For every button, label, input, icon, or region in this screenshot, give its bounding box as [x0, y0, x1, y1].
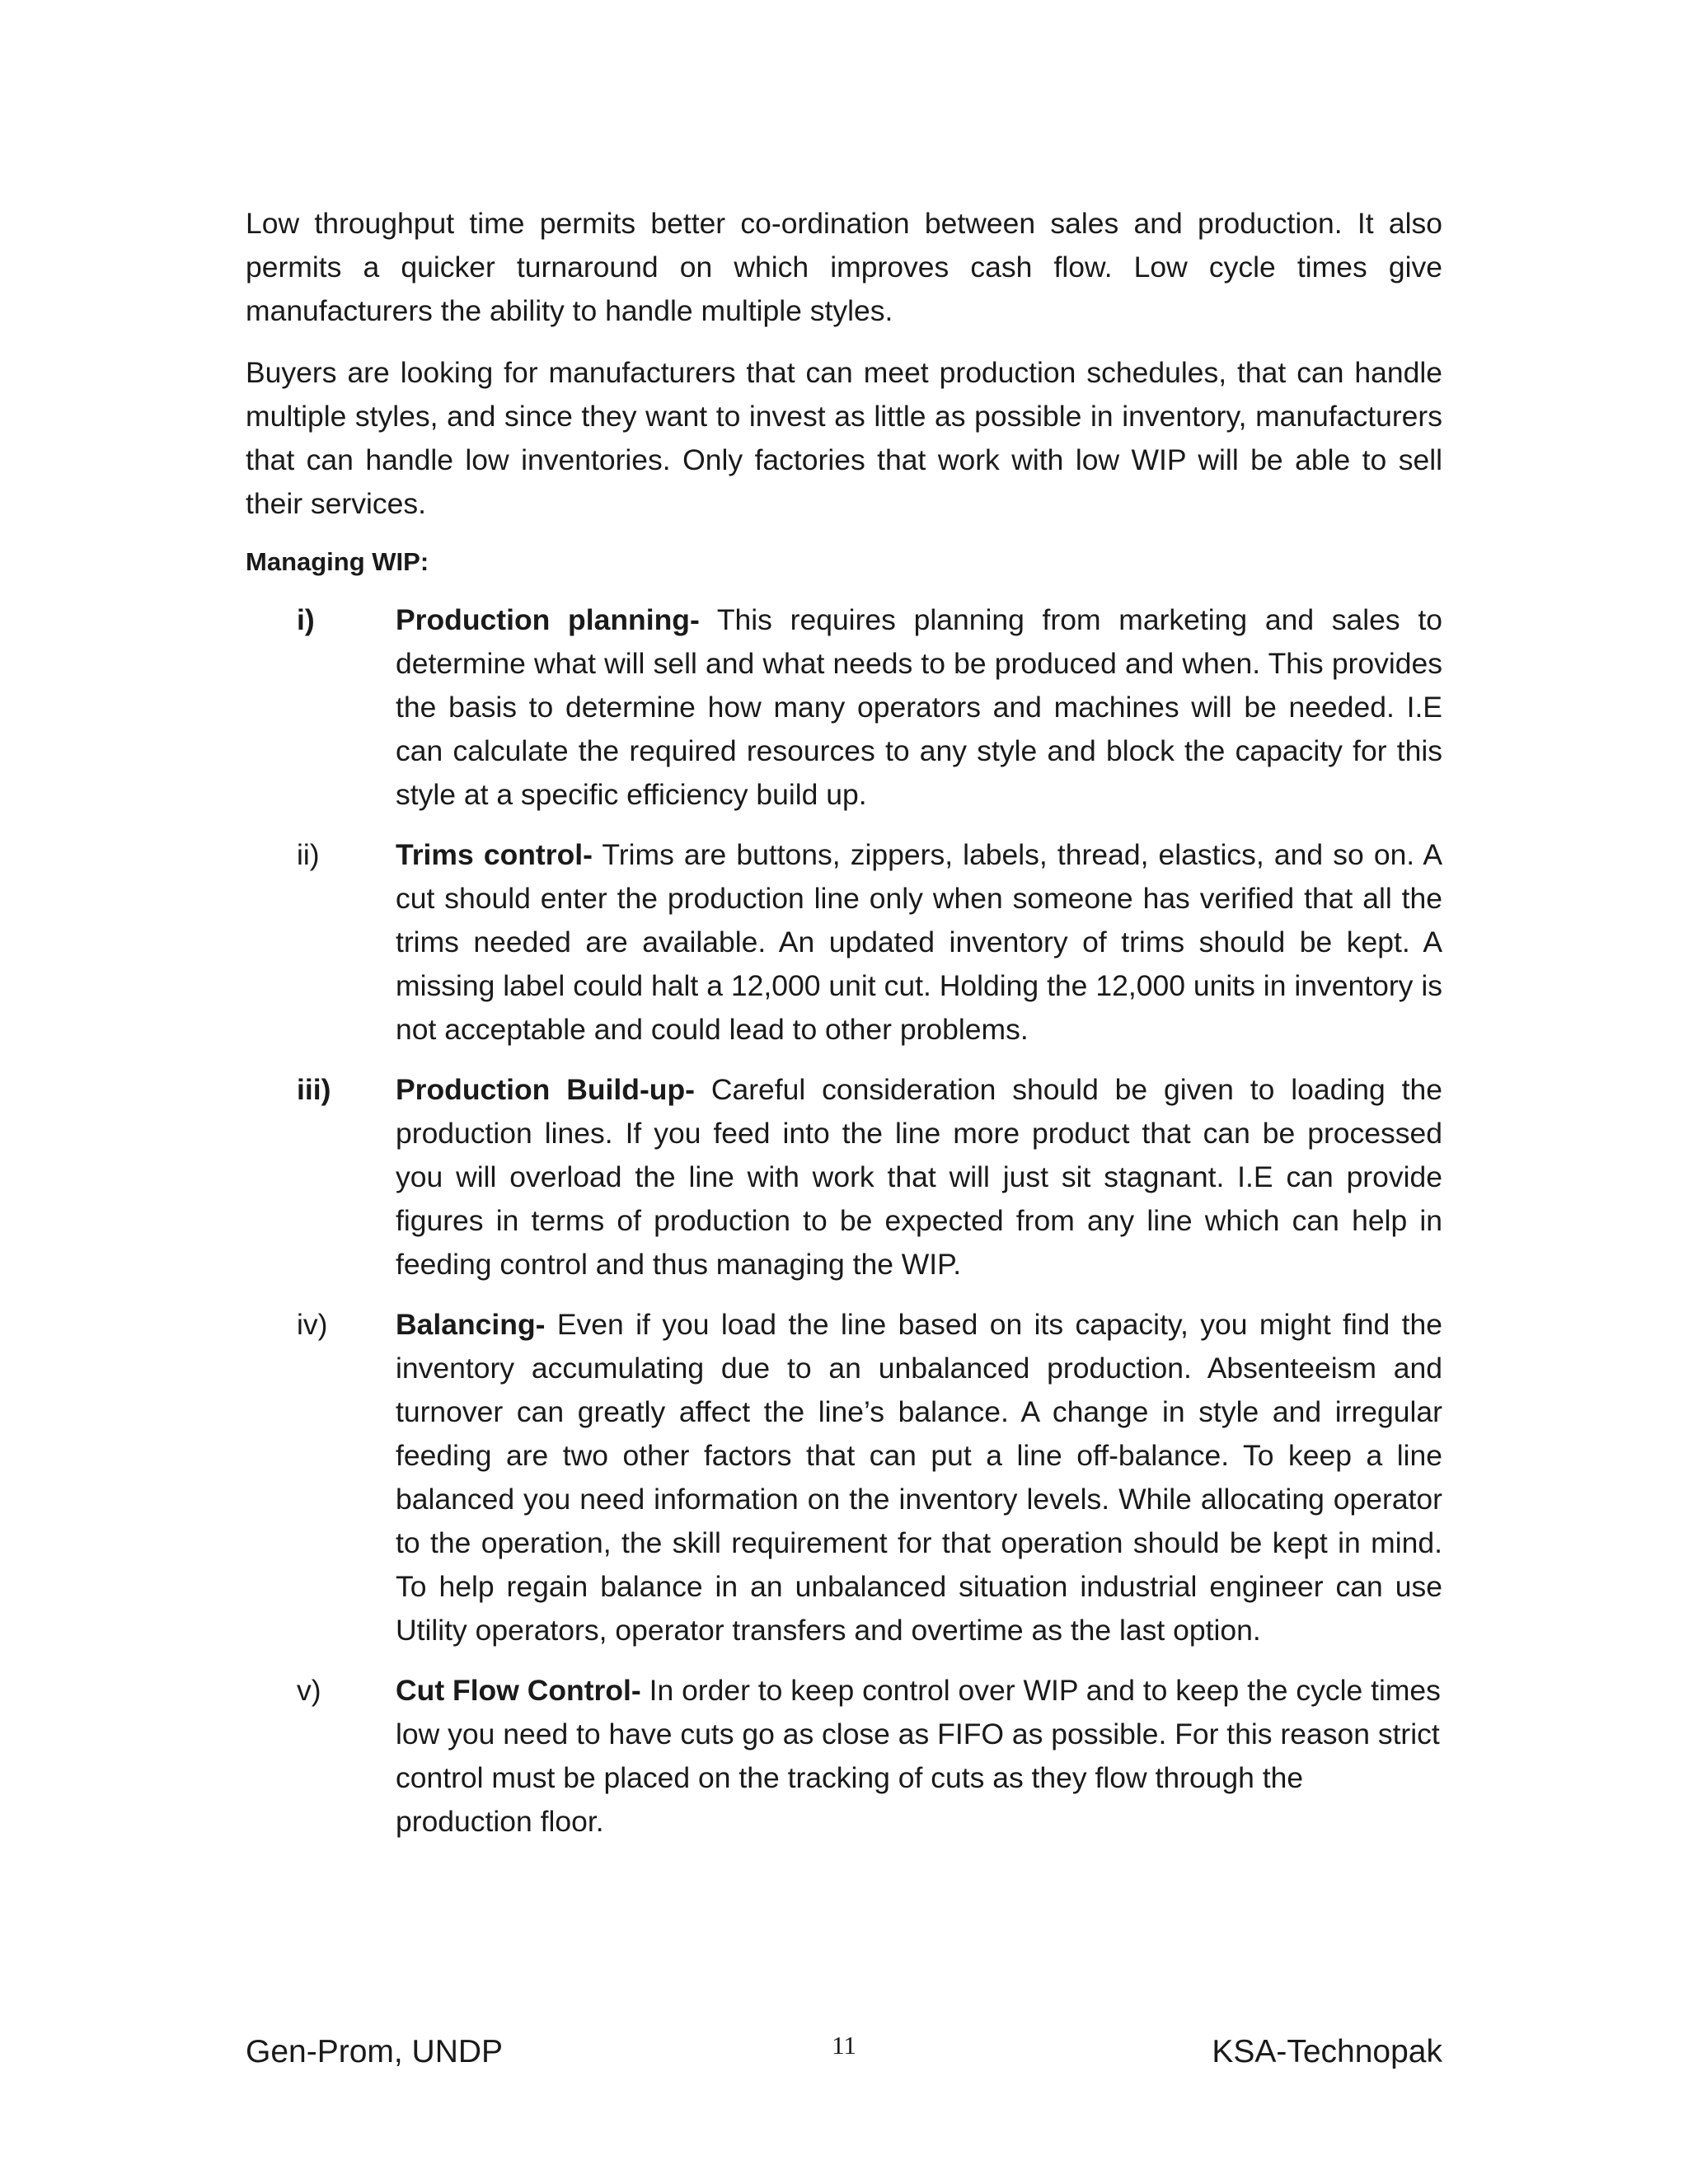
- list-item-body: This requires planning from marketing and sales to determine what will sell and what needs to be produced and when. This provides the basis to determine how many operators and machines will be needed. I.E can calculate the required resources to any style and block the capacity for this style at a specific efficiency build up.: [396, 603, 1442, 811]
- list-item-term: Production Build-up-: [396, 1073, 695, 1106]
- list-item-text: [396, 833, 1442, 1052]
- page-number: 11: [832, 2031, 856, 2060]
- list-item-production-build-up: [246, 1068, 1442, 1286]
- list-item-text: [396, 1068, 1442, 1286]
- section-heading: Managing WIP:: [246, 547, 429, 576]
- list-number: iv): [297, 1308, 328, 1341]
- wip-list: [246, 598, 1442, 1844]
- document-page: [246, 202, 1442, 1860]
- list-item-term: Balancing-: [396, 1308, 546, 1341]
- list-item-cut-flow-control: [246, 1669, 1442, 1844]
- list-item-term: Cut Flow Control-: [396, 1674, 641, 1707]
- list-item-body: Trims are buttons, zippers, labels, thread, elastics, and so on. A cut should enter the production line only when someone has verified that all the trims needed are available. An updated inventory of trims should be kept. A missing label could halt a 12,000 unit cut. Holding the 12,000 units in inventory is not acceptable and could lead to other problems.: [396, 838, 1443, 1046]
- list-number: iii): [297, 1073, 331, 1106]
- list-number: v): [297, 1674, 321, 1707]
- list-item-term: Trims control-: [396, 838, 593, 871]
- page-footer: [246, 2031, 1442, 2083]
- intro-paragraph-1: Low throughput time permits better co-ordination between sales and production. It also permits a quicker turnaround on which improves cash flow. Low cycle times give manufacturers the ability to handle multiple styles.: [246, 207, 1442, 327]
- list-item-balancing: [246, 1303, 1442, 1652]
- list-number: i): [297, 603, 315, 636]
- intro-paragraph-2: Buyers are looking for manufacturers that can meet production schedules, that can handle multiple styles, and since they want to invest as little as possible in inventory, manufacturers that can handle low inventories. Only factories that work with low WIP will be able to sell their services.: [246, 356, 1442, 520]
- list-item-text: [396, 598, 1442, 817]
- list-item-body: Careful consideration should be given to loading the production lines. If you feed into the line more product that can be processed you will overload the line with work that will just sit stagnant. I.E can provide figures in terms of production to be expected from any line which can help in feeding control and thus managing the WIP.: [396, 1073, 1442, 1281]
- list-item-text: [396, 1669, 1442, 1844]
- list-item-body: Even if you load the line based on its capacity, you might find the inventory accumulating due to an unbalanced production. Absenteeism and turnover can greatly affect the line’s balance. A change in style and irregular feeding are two other factors that can put a line off-balance. To keep a line balanced you need information on the inventory levels. While allocating operator to the operation, the skill requirement for that operation should be kept in mind. To help regain balance in an unbalanced situation industrial engineer can use Utility operators, operator transfers and overtime as the last option.: [396, 1308, 1442, 1647]
- list-item-term: Production planning-: [396, 603, 700, 636]
- footer-organization: Gen-Prom, UNDP: [246, 2034, 504, 2069]
- list-number: ii): [297, 838, 320, 871]
- list-item-text: [396, 1303, 1442, 1652]
- list-item-body: In order to keep control over WIP and to keep the cycle times low you need to have cuts go as close as FIFO as possible. For this reason strict control must be placed on the tracking of cuts as they flow through the production floor.: [396, 1674, 1441, 1838]
- footer-company: KSA-Technopak: [1212, 2034, 1442, 2069]
- list-item-trims-control: [246, 833, 1442, 1052]
- list-item-production-planning: [246, 598, 1442, 817]
